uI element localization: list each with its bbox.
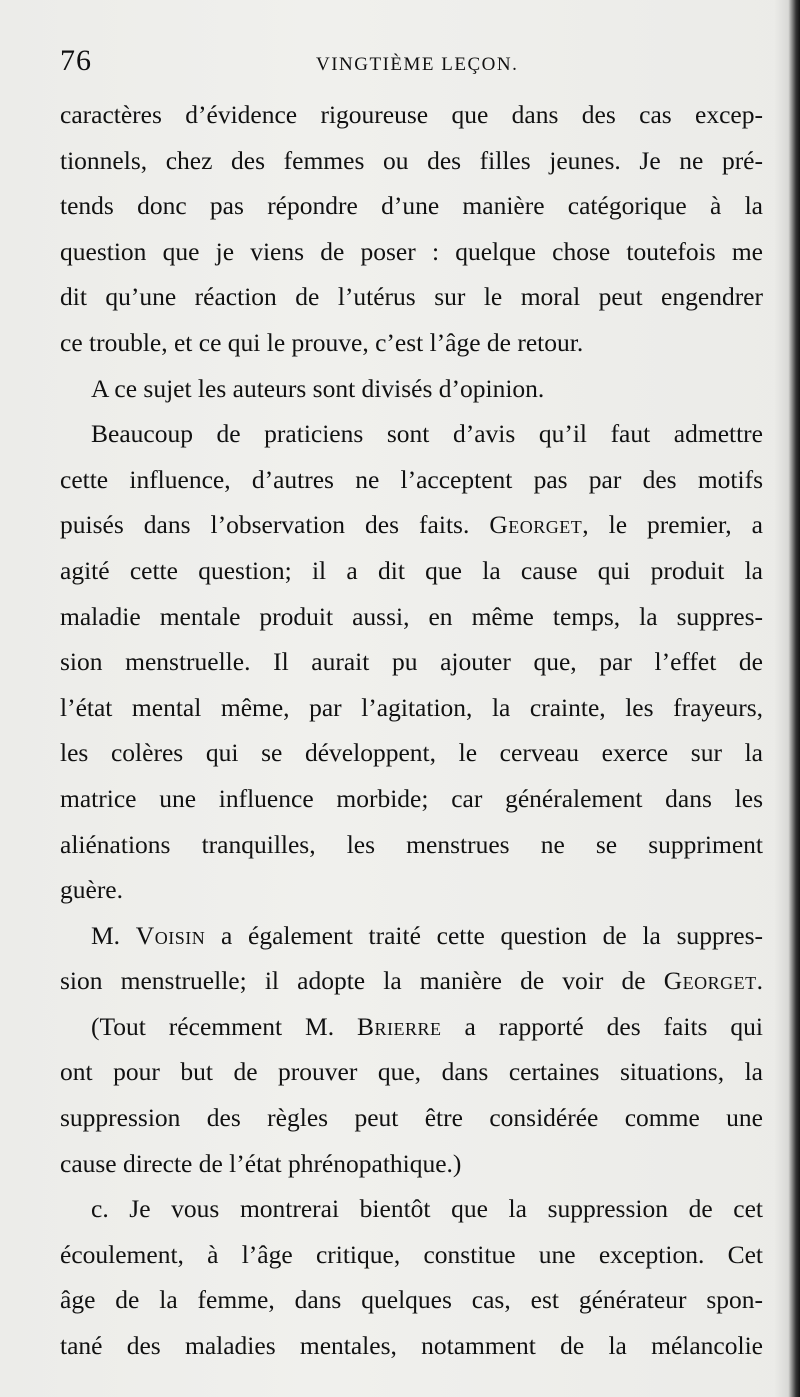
text-line: question que je viens de poser : quelque chose toutefois me — [60, 236, 763, 266]
text-line: les colères qui se développent, le cerveau exerce sur la — [60, 738, 763, 768]
text-line: ce trouble, et ce qui le prouve, c’est l’âge de retour. — [60, 327, 584, 357]
text-line — [60, 502, 763, 548]
page-header — [60, 44, 760, 84]
author-name: Georget — [663, 966, 757, 996]
text-line: cette influence, d’autres ne l’acceptent pas par des motifs — [60, 464, 763, 494]
author-name: Georget — [489, 510, 583, 540]
text-line: A ce sujet les auteurs sont divisés d’opinion. — [91, 373, 545, 403]
text-line: guère. — [60, 875, 124, 905]
text-segment: M. — [91, 920, 136, 950]
author-name: Brierre — [357, 1011, 442, 1041]
text-line: tionnels, chez des femmes ou des filles jeunes. Je ne pré- — [60, 145, 763, 175]
text-segment: . — [756, 966, 763, 996]
text-line: agité cette question; il a dit que la cause qui produit la — [60, 555, 763, 585]
text-line: écoulement, à l’âge critique, constitue une exception. Cet — [60, 1239, 763, 1269]
text-segment: sion menstruelle; il adopte la manière de voir de — [60, 966, 664, 996]
text-line: caractères d’évidence rigoureuse que dans des cas excep- — [60, 100, 763, 129]
text-line — [60, 1004, 763, 1050]
running-head: VINGTIÈME LEÇON. — [316, 54, 519, 75]
text-line: Beaucoup de praticiens sont d’avis qu’il faut admettre — [91, 419, 763, 449]
text-segment: (Tout récemment M. — [91, 1011, 358, 1041]
text-line: ont pour but de prouver que, dans certaines situations, la — [60, 1057, 763, 1087]
text-line: c. Je vous montrerai bientôt que la suppression de cet — [91, 1194, 763, 1224]
text-line: tends donc pas répondre d’une manière catégorique à la — [60, 191, 763, 221]
text-line: matrice une influence morbide; car généralement dans les — [60, 783, 763, 813]
text-segment: puisés dans l’observation des faits. — [60, 510, 490, 540]
page-edge-shadow — [774, 0, 800, 1397]
text-line: l’état mental même, par l’agitation, la crainte, les frayeurs, — [60, 692, 763, 722]
page-number: 76 — [60, 44, 92, 77]
text-segment: a rapporté des faits qui — [441, 1011, 763, 1041]
text-line: âge de la femme, dans quelques cas, est générateur spon- — [60, 1285, 763, 1315]
text-segment: a également traité cette question de la suppres- — [205, 920, 763, 950]
text-line — [60, 913, 763, 959]
text-segment: , le premier, a — [582, 510, 763, 540]
body-text — [60, 92, 763, 1369]
text-line: maladie mentale produit aussi, en même temps, la suppres- — [60, 601, 763, 631]
text-line: tané des maladies mentales, notamment de la mélancolie — [60, 1331, 763, 1361]
text-line: sion menstruelle. Il aurait pu ajouter que, par l’effet de — [60, 647, 763, 677]
text-line: aliénations tranquilles, les menstrues ne se suppriment — [60, 829, 763, 859]
text-line: dit qu’une réaction de l’utérus sur le moral peut engendrer — [60, 282, 763, 312]
text-line — [60, 958, 763, 1004]
author-name: Voisin — [135, 920, 206, 950]
text-line: cause directe de l’état phrénopathique.) — [60, 1148, 462, 1178]
text-line: suppression des règles peut être considérée comme une — [60, 1103, 763, 1133]
